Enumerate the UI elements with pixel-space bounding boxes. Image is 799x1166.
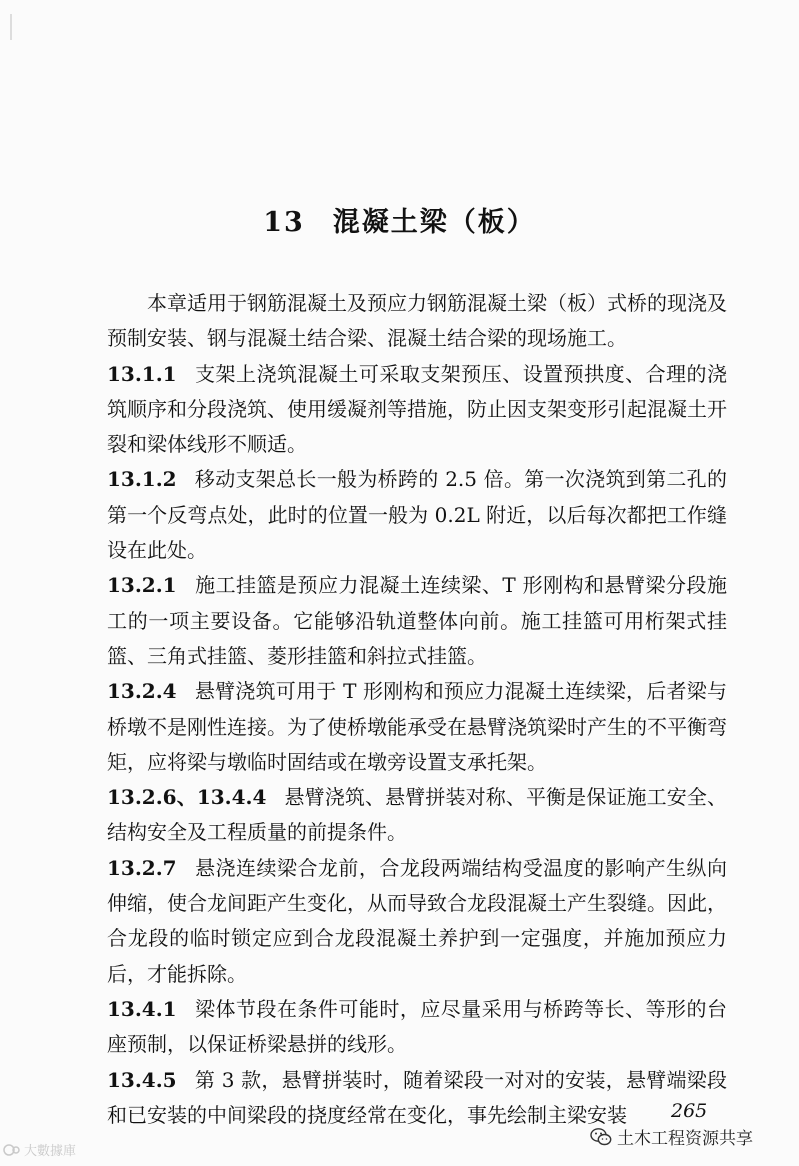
clause-paragraph bbox=[107, 357, 727, 463]
watermark-logo-icon bbox=[2, 1143, 22, 1157]
clause-text: 悬臂浇筑、悬臂拼装对称、平衡是保证施工安全、结构安全及工程质量的前提条件。 bbox=[107, 785, 727, 845]
bottom-left-watermark bbox=[2, 1140, 76, 1159]
clause-text: 施工挂篮是预应力混凝土连续梁、T 形刚构和悬臂梁分段施工的一项主要设备。它能够沿轨道整体向前。施工挂篮可用桁架式挂篮、三角式挂篮、菱形挂篮和斜拉式挂篮。 bbox=[107, 573, 727, 668]
clause-number: 13.1.2 bbox=[107, 467, 177, 492]
intro-paragraph: 本章适用于钢筋混凝土及预应力钢筋混凝土梁（板）式桥的现浇及预制安装、钢与混凝土结合梁、混凝土结合梁的现场施工。 bbox=[107, 291, 727, 351]
clause-text: 梁体节段在条件可能时，应尽量采用与桥跨等长、等形的台座预制，以保证桥梁悬拼的线形。 bbox=[107, 996, 727, 1057]
chapter-title-text: 混凝土梁（板） bbox=[332, 207, 536, 238]
chapter-number: 13 bbox=[263, 207, 305, 238]
clause-paragraph bbox=[107, 992, 727, 1063]
body-text bbox=[107, 286, 727, 1133]
wechat-icon bbox=[590, 1127, 612, 1147]
clause-number: 13.4.1 bbox=[107, 996, 177, 1021]
page-number: 265 bbox=[671, 1100, 708, 1122]
clause-paragraph bbox=[107, 780, 727, 851]
clause-number: 13.4.5 bbox=[107, 1067, 177, 1092]
clause-text: 移动支架总长一般为桥跨的 2.5 倍。第一次浇筑到第二孔的第一个反弯点处，此时的位置一般为 0.2L 附近，以后每次都把工作缝设在此处。 bbox=[107, 467, 727, 563]
clause-paragraph bbox=[107, 674, 727, 780]
clause-paragraph bbox=[107, 462, 727, 568]
wechat-watermark bbox=[590, 1124, 753, 1149]
chapter-title bbox=[0, 200, 799, 239]
watermark-text: 土木工程资源共享 bbox=[617, 1129, 753, 1149]
clause-number: 13.2.6、13.4.4 bbox=[107, 785, 267, 810]
clause-paragraph bbox=[107, 851, 727, 992]
clause-number: 13.2.7 bbox=[107, 855, 177, 880]
clause-text: 第 3 款，悬臂拼装时，随着梁段一对对的安装，悬臂端梁段和已安装的中间梁段的挠度经常在变化，事先绘制主梁安装 bbox=[107, 1067, 727, 1127]
clause-paragraph bbox=[107, 1063, 727, 1134]
clause-number: 13.2.4 bbox=[107, 679, 177, 704]
clause-number: 13.1.1 bbox=[107, 361, 177, 386]
clause-number: 13.2.1 bbox=[107, 573, 177, 598]
scan-edge-mark bbox=[10, 14, 12, 40]
watermark-left-text: 大數據庫 bbox=[24, 1144, 77, 1159]
clause-text: 悬臂浇筑可用于 T 形刚构和预应力混凝土连续梁，后者梁与桥墩不是刚性连接。为了使桥墩能承受在悬臂浇筑梁时产生的不平衡弯矩，应将梁与墩临时固结或在墩旁设置支承托架。 bbox=[107, 679, 727, 774]
clause-text: 悬浇连续梁合龙前，合龙段两端结构受温度的影响产生纵向伸缩，使合龙间距产生变化，从而导致合龙段混凝土产生裂缝。因此，合龙段的临时锁定应到合龙段混凝土养护到一定强度，并施加预应力后，才能拆除。 bbox=[107, 855, 727, 986]
clause-text: 支架上浇筑混凝土可采取支架预压、设置预拱度、合理的浇筑顺序和分段浇筑、使用缓凝剂等措施，防止因支架变形引起混凝土开裂和梁体线形不顺适。 bbox=[107, 361, 727, 457]
clause-paragraph bbox=[107, 568, 727, 674]
